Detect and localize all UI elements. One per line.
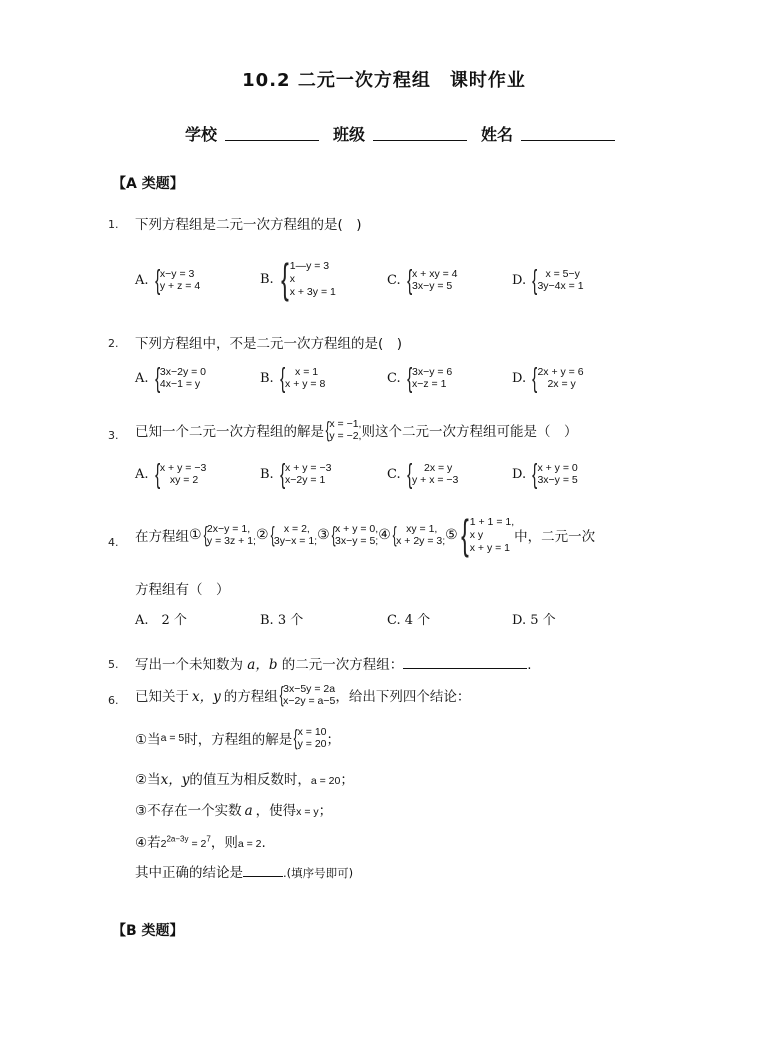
- c2-text-b: 的值互为相反数时，: [189, 772, 311, 788]
- q6-tail-a: 其中正确的结论是: [135, 865, 243, 881]
- c2-vars: x，y: [160, 772, 190, 788]
- q6-text-b: 的方程组: [223, 689, 278, 705]
- option-label: D.: [512, 466, 527, 482]
- q2-option-d[interactable]: [512, 364, 584, 392]
- q2-option-a[interactable]: [135, 364, 206, 392]
- equation-system: { x = 5−y 3y−4x = 1: [532, 264, 584, 295]
- c3-var: a: [244, 803, 253, 819]
- c4-exponent: 2a−3y: [166, 834, 189, 844]
- class-label: 班级: [333, 125, 366, 144]
- c4-text-b: ，则: [210, 835, 238, 851]
- q6-text-c: ，给出下列四个结论：: [335, 689, 471, 705]
- q5-text: [135, 653, 532, 673]
- c4-equals: = 2: [191, 838, 207, 850]
- q6-answer-blank[interactable]: [243, 862, 283, 877]
- q4-option-b[interactable]: B. 3 个: [260, 613, 304, 628]
- q5-text-a: 写出一个未知数为: [135, 657, 243, 673]
- q3-text-a: 已知一个二元一次方程组的解是: [135, 424, 324, 440]
- c4-end: .: [261, 835, 266, 851]
- q5-vars: a，b: [247, 657, 278, 673]
- equation-system: { x + xy = 4 3x−y = 5: [406, 264, 458, 295]
- q1-option-c[interactable]: [387, 266, 458, 294]
- system-4: { xy = 1, x + 2y = 3;: [392, 522, 446, 547]
- c1-system: { x = 10 y = 20: [293, 725, 327, 750]
- system-3: { x + y = 0, 3x−y = 5;: [331, 522, 379, 547]
- solution-system: { x = −1, y = −2,: [325, 417, 362, 442]
- c3-text-a: ③不存在一个实数: [135, 803, 242, 819]
- option-label: D.: [512, 370, 527, 386]
- school-blank[interactable]: [225, 122, 319, 141]
- q4-text: [135, 511, 596, 558]
- option-label: B.: [260, 271, 274, 287]
- q5-number: 5.: [108, 658, 119, 671]
- q1-text: 下列方程组是二元一次方程组的是( ): [135, 217, 362, 233]
- circled-4: ④: [378, 527, 391, 543]
- equation-system: { x = 1 x + y = 8: [279, 362, 326, 393]
- c4-exponent-2: 7: [206, 834, 211, 844]
- q6-conclusion-4: [135, 831, 266, 851]
- option-label: A.: [135, 370, 149, 386]
- q1-option-d[interactable]: [512, 266, 584, 294]
- c1-text-b: 时，方程组的解是: [184, 732, 293, 748]
- q3-text-b: 则这个二元一次方程组可能是（ ）: [361, 424, 578, 440]
- c3-math: x = y: [296, 806, 319, 818]
- system-1: { 2x−y = 1, y = 3z + 1;: [203, 522, 256, 547]
- q2-number: 2.: [108, 337, 119, 350]
- q6-text: [135, 683, 470, 707]
- circled-2: ②: [255, 527, 269, 543]
- option-label: A.: [135, 466, 149, 482]
- q6-conclusion-2: [135, 768, 354, 788]
- c4-text-a: ④若: [135, 835, 161, 851]
- q4-number: 4.: [108, 536, 119, 549]
- c3-text-b: ，使得: [255, 803, 297, 819]
- equation-system: { 3x−2y = 0 4x−1 = y: [154, 362, 207, 393]
- q1-number: 1.: [108, 218, 119, 231]
- student-info-row: [185, 122, 621, 145]
- q5-text-b: 的二元一次方程组：: [281, 657, 404, 673]
- page-title: 10.2 二元一次方程组 课时作业: [242, 70, 526, 91]
- q4-text-a: 在方程组: [135, 529, 189, 545]
- c1-math: a = 5: [160, 732, 185, 744]
- q6-system: { 3x−5y = 2a x−2y = a−5: [279, 682, 336, 707]
- c2-text-a: ②当: [135, 772, 161, 788]
- c2-end: ；: [340, 772, 354, 788]
- q2-text: 下列方程组中，不是二元一次方程组的是( ): [135, 336, 403, 352]
- q6-number: 6.: [108, 694, 119, 707]
- system-2: { x = 2, 3y−x = 1;: [270, 522, 318, 547]
- equation-system: { 2x + y = 6 2x = y: [532, 362, 584, 393]
- equation-system: { x + y = −3 x−2y = 1: [279, 458, 332, 489]
- equation-system: { x−y = 3 y + z = 4: [154, 264, 201, 295]
- option-label: C.: [387, 272, 401, 288]
- equation-system: { x + y = 0 3x−y = 5: [532, 458, 578, 489]
- q4-text-b: 中，二元一次: [514, 529, 596, 545]
- circled-1: ①: [189, 527, 202, 543]
- q2-option-c[interactable]: [387, 364, 452, 392]
- q6-conclusion-1: [135, 726, 340, 750]
- c1-end: ；: [326, 732, 341, 748]
- equation-system: { 3x−y = 6 x−z = 1: [406, 362, 453, 393]
- q4-option-d[interactable]: D. 5 个: [512, 613, 556, 628]
- c3-end: ；: [318, 803, 333, 819]
- q2-option-b[interactable]: [260, 364, 325, 392]
- circled-3: ③: [317, 527, 330, 543]
- q3-option-a[interactable]: [135, 460, 206, 488]
- q4-option-c[interactable]: C. 4 个: [387, 613, 431, 628]
- section-a-heading: 【A 类题】: [112, 176, 184, 192]
- q6-vars: x，y: [192, 689, 221, 705]
- option-label: C.: [387, 466, 401, 482]
- c4-base: 2: [160, 838, 167, 850]
- system-5: { 1 + 1 = 1, x y x + y = 1: [460, 511, 515, 558]
- c1-text-a: ①当: [135, 732, 161, 748]
- q6-conclusion-3: [135, 799, 332, 819]
- circled-5: ⑤: [445, 527, 458, 543]
- school-label: 学校: [185, 125, 218, 144]
- option-label: C.: [387, 370, 401, 386]
- q4-option-a[interactable]: A. 2 个: [135, 613, 187, 628]
- q6-text-a: 已知关于: [135, 689, 189, 705]
- c2-math: a = 20: [310, 775, 341, 787]
- section-b-heading: 【B 类题】: [112, 923, 184, 939]
- q5-end: .: [527, 657, 532, 673]
- equation-system: { 2x = y y + x = −3: [406, 458, 459, 489]
- q1-option-b[interactable]: [260, 255, 336, 302]
- equation-system: { 1—y = 3 x x + 3y = 1: [280, 255, 336, 302]
- q5-answer-blank[interactable]: [403, 654, 527, 669]
- name-label: 姓名: [481, 125, 514, 144]
- q3-option-c[interactable]: [387, 460, 458, 488]
- q1-option-a[interactable]: [135, 266, 200, 294]
- q3-number: 3.: [108, 429, 119, 442]
- q6-tail: [135, 861, 353, 881]
- option-label: D.: [512, 272, 527, 288]
- q3-option-d[interactable]: [512, 460, 578, 488]
- option-label: A.: [135, 272, 149, 288]
- class-blank[interactable]: [373, 122, 467, 141]
- q3-text: [135, 418, 577, 442]
- c4-math: a = 2: [237, 838, 262, 850]
- option-label: B.: [260, 370, 274, 386]
- equation-system: { x + y = −3 xy = 2: [154, 458, 207, 489]
- name-blank[interactable]: [521, 122, 615, 141]
- option-label: B.: [260, 466, 274, 482]
- q3-option-b[interactable]: [260, 460, 331, 488]
- q4-text-c: 方程组有（ ）: [135, 582, 230, 598]
- q6-tail-b: .(填序号即可): [283, 866, 354, 880]
